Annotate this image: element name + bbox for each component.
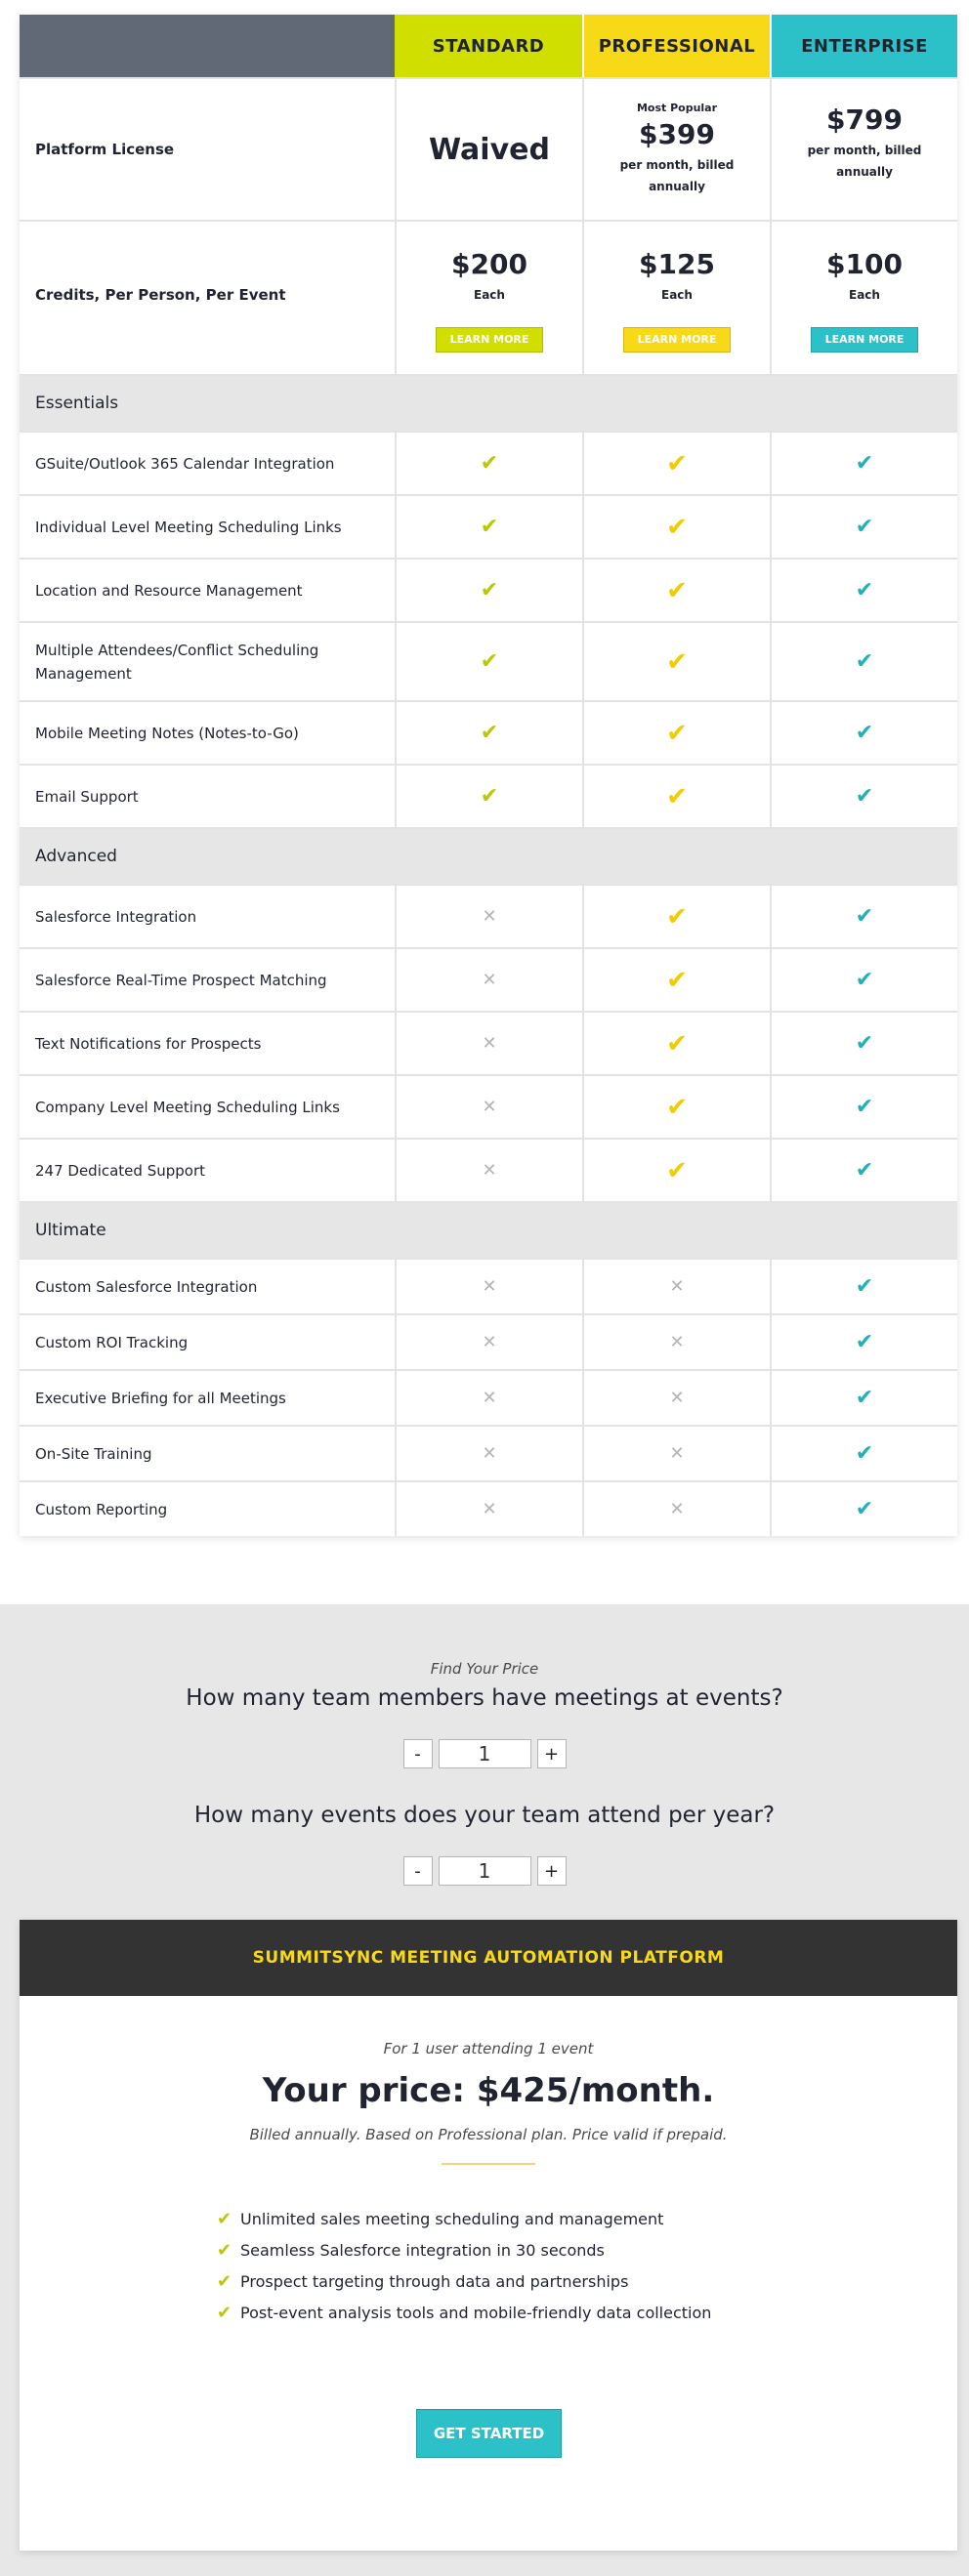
check-icon: ✔ — [855, 1385, 874, 1410]
find-your-price-label: Find Your Price — [430, 1660, 539, 1678]
professional-license-period: per month, billed annually — [619, 158, 735, 193]
plan-header-row — [20, 15, 957, 77]
benefits-list — [217, 2204, 957, 2329]
feature-label: Company Level Meeting Scheduling Links — [35, 1098, 340, 1116]
check-icon: ✔ — [666, 1028, 688, 1059]
feature-row — [20, 1480, 957, 1536]
feature-label: Text Notifications for Prospects — [35, 1034, 262, 1053]
team-members-decrement-button[interactable]: - — [403, 1739, 433, 1768]
feature-label: 247 Dedicated Support — [35, 1161, 206, 1180]
section-essentials — [20, 374, 957, 431]
standard-credits-unit: Each — [474, 287, 505, 302]
events-decrement-button[interactable]: - — [403, 1856, 433, 1886]
x-icon: ✕ — [669, 1443, 685, 1464]
professional-license-cell — [582, 79, 770, 220]
enterprise-license-price: $799 — [826, 103, 903, 136]
platform-license-label: Platform License — [35, 141, 175, 158]
standard-license-waived: Waived — [429, 132, 550, 167]
feature-label: Mobile Meeting Notes (Notes-to-Go) — [35, 724, 299, 742]
feature-row — [20, 1425, 957, 1480]
check-icon: ✔ — [217, 2303, 232, 2323]
check-icon: ✔ — [480, 450, 499, 476]
feature-label: Salesforce Real-Time Prospect Matching — [35, 971, 327, 989]
x-icon: ✕ — [669, 1499, 685, 1519]
feature-row — [20, 947, 957, 1011]
billing-note: Billed annually. Based on Professional plan. Price valid if prepaid. — [249, 2126, 728, 2143]
x-icon: ✕ — [482, 1033, 497, 1054]
events-increment-button[interactable]: + — [537, 1856, 567, 1886]
standard-learn-more-button[interactable]: LEARN MORE — [436, 327, 543, 353]
check-icon: ✔ — [855, 450, 874, 476]
check-icon: ✔ — [480, 648, 499, 674]
feature-label: Individual Level Meeting Scheduling Links — [35, 518, 342, 536]
section-ultimate-title: Ultimate — [35, 1221, 106, 1240]
x-icon: ✕ — [482, 1276, 497, 1297]
plan-professional-header: PROFESSIONAL — [582, 15, 770, 77]
enterprise-credits-cell — [770, 222, 957, 374]
feature-row — [20, 1074, 957, 1138]
benefit-text: Post-event analysis tools and mobile-friendly data collection — [240, 2304, 712, 2322]
x-icon: ✕ — [482, 1388, 497, 1408]
check-icon: ✔ — [217, 2240, 232, 2261]
check-icon: ✔ — [666, 512, 688, 542]
team-members-input[interactable]: 1 — [439, 1739, 531, 1768]
team-members-question: How many team members have meetings at events? — [186, 1685, 783, 1711]
feature-row — [20, 700, 957, 764]
benefit-text: Prospect targeting through data and partnerships — [240, 2272, 629, 2291]
check-icon: ✔ — [217, 2271, 232, 2292]
check-icon: ✔ — [855, 1496, 874, 1521]
enterprise-learn-more-button[interactable]: LEARN MORE — [811, 327, 918, 353]
check-icon: ✔ — [666, 901, 688, 932]
professional-credits-cell — [582, 222, 770, 374]
check-icon: ✔ — [855, 1329, 874, 1354]
feature-row — [20, 1138, 957, 1201]
check-icon: ✔ — [666, 965, 688, 995]
feature-label: Custom ROI Tracking — [35, 1333, 189, 1351]
enterprise-license-cell — [770, 79, 957, 220]
feature-label: Custom Reporting — [35, 1500, 168, 1518]
x-icon: ✕ — [669, 1276, 685, 1297]
x-icon: ✕ — [482, 1332, 497, 1352]
standard-license-cell — [395, 79, 582, 220]
professional-license-price: $399 — [639, 118, 715, 150]
plan-enterprise-header: ENTERPRISE — [770, 15, 957, 77]
check-icon: ✔ — [666, 575, 688, 605]
feature-row — [20, 558, 957, 621]
most-popular-badge: Most Popular — [636, 102, 718, 114]
feature-label: Custom Salesforce Integration — [35, 1277, 258, 1296]
x-icon: ✕ — [482, 970, 497, 990]
header-blank-cell — [20, 15, 395, 77]
plan-standard-header: STANDARD — [395, 15, 582, 77]
events-input[interactable]: 1 — [439, 1856, 531, 1886]
check-icon: ✔ — [855, 648, 874, 674]
x-icon: ✕ — [669, 1388, 685, 1408]
check-icon: ✔ — [217, 2209, 232, 2229]
list-item — [217, 2266, 957, 2298]
list-item — [217, 2204, 957, 2235]
check-icon: ✔ — [666, 781, 688, 811]
enterprise-credits-unit: Each — [849, 287, 880, 302]
check-icon: ✔ — [855, 1440, 874, 1466]
feature-label: Email Support — [35, 787, 139, 806]
enterprise-license-period: per month, billed annually — [807, 143, 922, 179]
section-ultimate — [20, 1201, 957, 1258]
section-advanced — [20, 827, 957, 884]
price-result-card — [20, 1920, 957, 2551]
platform-title: SUMMITSYNC MEETING AUTOMATION PLATFORM — [20, 1920, 957, 1996]
section-essentials-title: Essentials — [35, 394, 119, 413]
feature-row — [20, 1258, 957, 1313]
feature-row — [20, 884, 957, 947]
x-icon: ✕ — [669, 1332, 685, 1352]
feature-label: Salesforce Integration — [35, 907, 197, 926]
x-icon: ✕ — [482, 1160, 497, 1181]
price-context-text: For 1 user attending 1 event — [383, 2040, 594, 2057]
professional-learn-more-button[interactable]: LEARN MORE — [623, 327, 731, 353]
check-icon: ✔ — [855, 1030, 874, 1056]
feature-row — [20, 1011, 957, 1074]
section-advanced-title: Advanced — [35, 847, 117, 866]
check-icon: ✔ — [855, 1157, 874, 1183]
standard-credits-price: $200 — [451, 247, 527, 280]
check-icon: ✔ — [855, 967, 874, 992]
check-icon: ✔ — [666, 1092, 688, 1122]
list-item — [217, 2235, 957, 2266]
check-icon: ✔ — [666, 718, 688, 748]
divider — [442, 2163, 535, 2165]
check-icon: ✔ — [855, 1094, 874, 1119]
feature-label: On-Site Training — [35, 1444, 152, 1463]
check-icon: ✔ — [480, 783, 499, 809]
team-members-increment-button[interactable]: + — [537, 1739, 567, 1768]
feature-row — [20, 494, 957, 558]
feature-row — [20, 764, 957, 827]
credits-label: Credits, Per Person, Per Event — [35, 286, 286, 304]
check-icon: ✔ — [855, 1273, 874, 1299]
check-icon: ✔ — [855, 903, 874, 929]
feature-row — [20, 621, 957, 700]
x-icon: ✕ — [482, 1499, 497, 1519]
get-started-button[interactable]: GET STARTED — [416, 2409, 562, 2458]
events-stepper — [0, 1856, 969, 1886]
benefit-text: Seamless Salesforce integration in 30 seconds — [240, 2241, 605, 2260]
platform-license-row — [20, 77, 957, 220]
check-icon: ✔ — [855, 720, 874, 745]
events-question: How many events does your team attend per year? — [193, 1803, 776, 1828]
pricing-table — [20, 15, 957, 1536]
x-icon: ✕ — [482, 1097, 497, 1117]
your-price-heading: Your price: $425/month. — [262, 2071, 715, 2110]
check-icon: ✔ — [666, 646, 688, 677]
professional-credits-unit: Each — [661, 287, 693, 302]
feature-row — [20, 431, 957, 494]
check-icon: ✔ — [855, 514, 874, 539]
x-icon: ✕ — [482, 1443, 497, 1464]
benefit-text: Unlimited sales meeting scheduling and management — [240, 2210, 664, 2228]
check-icon: ✔ — [666, 448, 688, 478]
feature-row — [20, 1313, 957, 1369]
check-icon: ✔ — [480, 577, 499, 602]
professional-credits-price: $125 — [639, 247, 715, 280]
standard-credits-cell — [395, 222, 582, 374]
list-item — [217, 2298, 957, 2329]
check-icon: ✔ — [855, 783, 874, 809]
check-icon: ✔ — [666, 1155, 688, 1185]
x-icon: ✕ — [482, 906, 497, 927]
feature-label: GSuite/Outlook 365 Calendar Integration — [35, 454, 335, 473]
feature-label: Multiple Attendees/Conflict Scheduling Management — [35, 641, 319, 683]
team-members-stepper — [0, 1739, 969, 1768]
enterprise-credits-price: $100 — [826, 247, 903, 280]
price-finder-section — [0, 1604, 969, 2576]
feature-label: Location and Resource Management — [35, 581, 303, 600]
feature-row — [20, 1369, 957, 1425]
credits-row — [20, 220, 957, 374]
check-icon: ✔ — [855, 577, 874, 602]
check-icon: ✔ — [480, 514, 499, 539]
check-icon: ✔ — [480, 720, 499, 745]
feature-label: Executive Briefing for all Meetings — [35, 1389, 286, 1407]
